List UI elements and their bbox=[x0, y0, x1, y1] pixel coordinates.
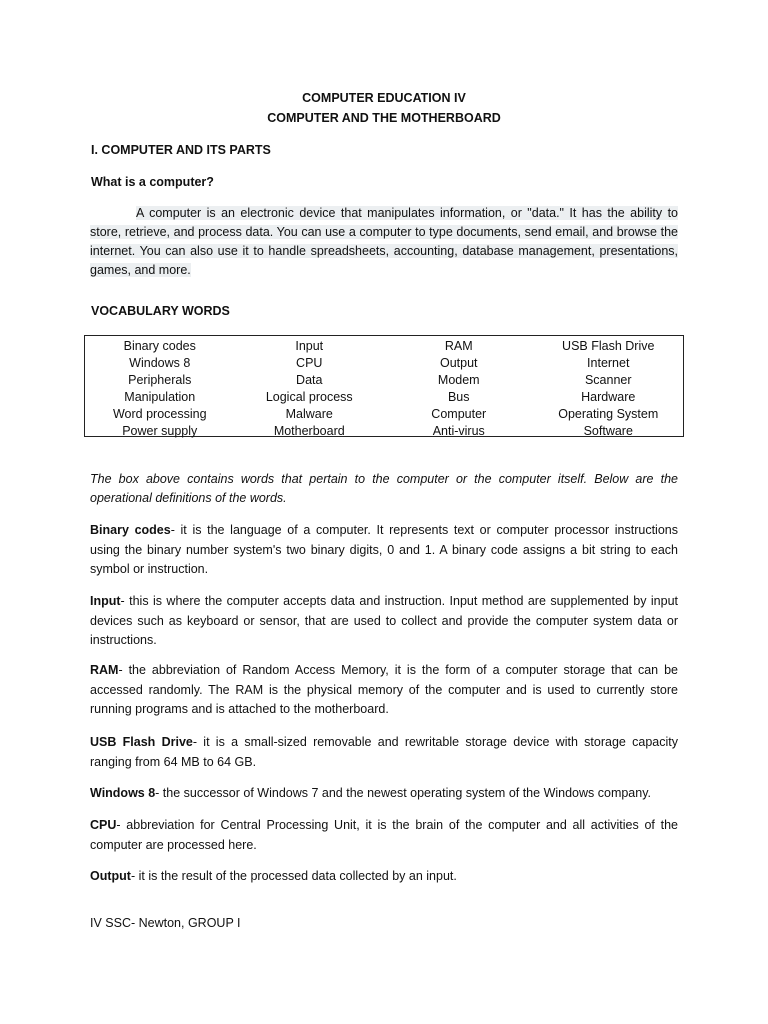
vocab-cell: Software bbox=[583, 423, 633, 438]
intro-text: A computer is an electronic device that manipulates information, or "data." It has the ability to store, retrieve, and process data. You can use a computer to type documents, send email, and browse the internet. You can also use it to handle spreadsheets, accounting, database management, presentations, games, and more. bbox=[90, 206, 678, 277]
definition-binary-codes bbox=[90, 521, 678, 580]
definition-input bbox=[90, 592, 678, 651]
definition-text: - it is the language of a computer. It represents text or computer processor instructions using the binary number system's two binary digits, 0 and 1. A binary code assigns a bit string to each symbol or instruction. bbox=[90, 523, 678, 576]
definition-term: Output bbox=[90, 869, 131, 883]
table-row bbox=[85, 354, 683, 371]
vocab-cell: Motherboard bbox=[273, 423, 345, 438]
vocab-cell: Output bbox=[439, 355, 478, 370]
definition-ram bbox=[90, 661, 678, 720]
table-row bbox=[85, 371, 683, 388]
vocab-cell: RAM bbox=[444, 338, 473, 353]
vocab-cell: Bus bbox=[447, 389, 470, 404]
table-row bbox=[85, 388, 683, 405]
vocabulary-box bbox=[84, 335, 684, 437]
vocab-cell: USB Flash Drive bbox=[562, 338, 655, 353]
vocab-cell: CPU bbox=[296, 355, 323, 370]
vocab-cell: Logical process bbox=[265, 389, 353, 404]
vocab-cell: Internet bbox=[587, 355, 630, 370]
definition-term: Windows 8 bbox=[90, 786, 156, 800]
vocabulary-table bbox=[85, 337, 683, 439]
vocab-cell: Binary codes bbox=[123, 338, 196, 353]
vocab-cell: Operating System bbox=[558, 406, 659, 421]
table-row bbox=[85, 337, 683, 354]
table-row bbox=[85, 405, 683, 422]
definition-term: Input bbox=[90, 594, 121, 608]
vocab-cell: Input bbox=[295, 338, 324, 353]
document-title: COMPUTER EDUCATION IV bbox=[302, 91, 466, 105]
definition-term: RAM bbox=[90, 663, 119, 677]
intro-paragraph bbox=[90, 204, 678, 280]
vocab-cell: Peripherals bbox=[128, 372, 192, 387]
vocab-cell: Windows 8 bbox=[129, 355, 191, 370]
vocab-cell: Modem bbox=[437, 372, 480, 387]
vocab-cell: Scanner bbox=[584, 372, 632, 387]
page-footer: IV SSC- Newton, GROUP I bbox=[90, 916, 241, 930]
definition-cpu bbox=[90, 816, 678, 855]
section-heading: I. COMPUTER AND ITS PARTS bbox=[91, 143, 271, 157]
definition-text: - it is a small-sized removable and rewritable storage device with storage capacity ranging from 64 MB to 64 GB. bbox=[90, 735, 678, 769]
definition-term: CPU bbox=[90, 818, 117, 832]
vocab-cell: Malware bbox=[285, 406, 333, 421]
vocabulary-heading: VOCABULARY WORDS bbox=[91, 304, 230, 318]
vocab-cell: Computer bbox=[431, 406, 487, 421]
definition-term: Binary codes bbox=[90, 523, 171, 537]
definition-text: - this is where the computer accepts data and instruction. Input method are supplemented by input devices such as keyboard or sensor, that are used to collect and provide the computer system data or instructions. bbox=[90, 594, 678, 647]
definition-windows-8 bbox=[90, 784, 678, 804]
vocab-cell: Power supply bbox=[122, 423, 198, 438]
table-row bbox=[85, 422, 683, 439]
vocab-cell: Data bbox=[296, 372, 323, 387]
vocab-cell: Hardware bbox=[581, 389, 636, 404]
definition-output bbox=[90, 867, 678, 887]
definition-text: - the abbreviation of Random Access Memory, it is the form of a computer storage that can be accessed randomly. The RAM is the physical memory of the computer and is used to currently store running programs and is attached to the motherboard. bbox=[90, 663, 678, 716]
question-heading: What is a computer? bbox=[91, 175, 214, 189]
vocab-cell: Word processing bbox=[112, 406, 207, 421]
definition-term: USB Flash Drive bbox=[90, 735, 193, 749]
vocab-cell: Manipulation bbox=[124, 389, 196, 404]
definition-text: - abbreviation for Central Processing Unit, it is the brain of the computer and all activities of the computer are processed here. bbox=[90, 818, 678, 852]
definition-text: - it is the result of the processed data collected by an input. bbox=[130, 869, 457, 883]
definition-text: - the successor of Windows 7 and the newest operating system of the Windows company. bbox=[155, 786, 652, 800]
document-subtitle: COMPUTER AND THE MOTHERBOARD bbox=[267, 111, 501, 125]
vocabulary-description: The box above contains words that pertain to the computer or the computer itself. Below are the operational definitions of the words. bbox=[90, 472, 678, 505]
definition-usb-flash-drive bbox=[90, 733, 678, 772]
vocab-cell: Anti-virus bbox=[432, 423, 485, 438]
